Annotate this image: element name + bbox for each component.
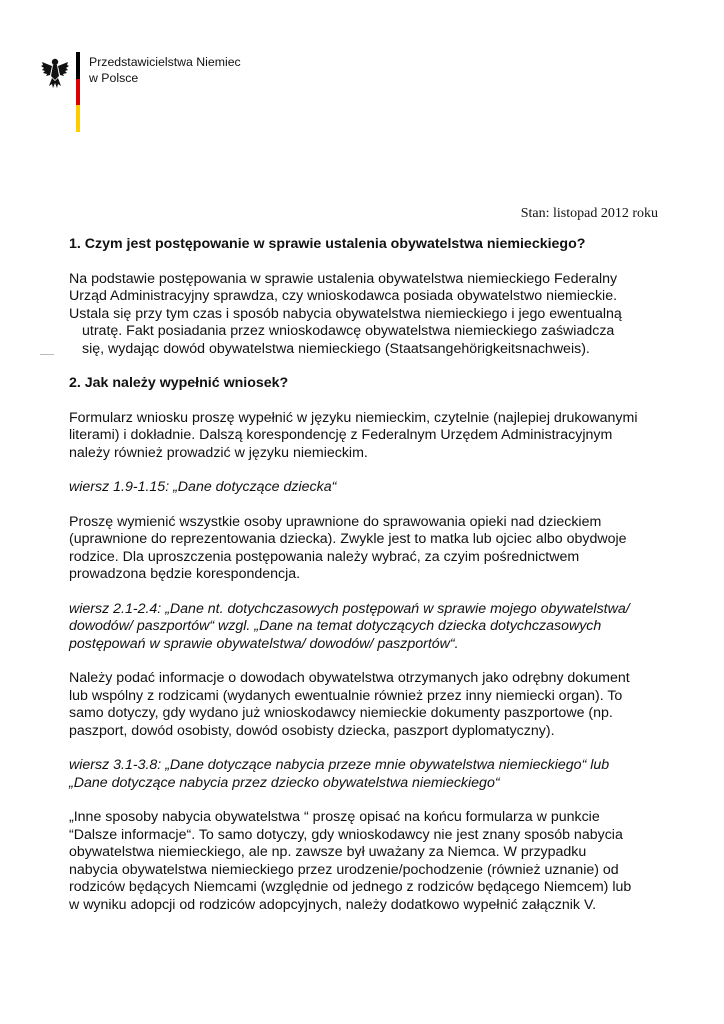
row-1-line: Proszę wymienić wszystkie osoby uprawnione do sprawowania opieki nad dzieckiem — [69, 513, 602, 530]
row-1-line: rodzice. Dla uproszczenia postępowania należy wybrać, za czyim pośrednictwem — [69, 548, 580, 565]
row-2-line: lub wspólny z rodzicami (wydanych ewentualnie również przez inny niemiecki organ). To — [69, 687, 623, 704]
row-3-label: „Dane dotyczące nabycia przez dziecko obywatelstwa niemieckiego“ — [69, 774, 500, 791]
row-3-line: obywatelstwa niemieckiego, ale np. zawsze był uważany za Niemca. W przypadku — [69, 844, 587, 860]
row-3-line: “Dalsze informacje“. To samo dotyczy, gdy wnioskodawcy nie jest znany sposób nabycia — [69, 826, 623, 843]
organization-name — [89, 55, 241, 86]
org-line-1: Przedstawicielstwa Niemiec — [89, 55, 241, 69]
row-2-label: postępowań w sprawie obywatelstwa/ dowodów/ paszportów“. — [69, 635, 459, 652]
row-3-line: nabycia obywatelstwa niemieckiego przez urodzenie/pochodzenie (również uznanie) od — [69, 861, 619, 878]
row-2-line: samo dotyczy, gdy wydano już wnioskodawcy niemieckie dokumenty paszportowe (np. — [69, 705, 613, 721]
margin-mark — [40, 354, 54, 355]
org-line-2: w Polsce — [89, 70, 139, 85]
section-2-line: Formularz wniosku proszę wypełnić w języku niemieckim, czytelnie (najlepiej drukowanymi — [69, 409, 638, 426]
section-1-line: Ustala się przy tym czas i sposób nabycia obywatelstwa niemieckiego i jego ewentualną — [69, 305, 622, 322]
row-2-line: Należy podać informacje o dowodach obywatelstwa otrzymanych jako odrębny dokument — [69, 670, 630, 686]
section-1-line: utratę. Fakt posiadania przez wnioskodawcę obywatelstwa niemieckiego zaświadcza — [82, 323, 615, 339]
flag-stripe-black — [76, 52, 80, 79]
section-2-line: literami) i dokładnie. Dalszą korespondencję z Federalnym Urzędem Administracyjnym — [69, 427, 613, 443]
document-body — [69, 236, 665, 914]
row-3-line: w wyniku adopcji od rodziców adopcyjnych, należy dodatkowo wypełnić załącznik V. — [69, 896, 597, 913]
section-1-heading: 1. Czym jest postępowanie w sprawie ustalenia obywatelstwa niemieckiego? — [69, 236, 586, 252]
row-1-line: (uprawnione do reprezentowania dziecka). Zwykle jest to matka lub ojciec albo obydwoje — [69, 531, 627, 547]
section-1-line: Na podstawie postępowania w sprawie ustalenia obywatelstwa niemieckiego Federalny — [69, 270, 618, 287]
document-date: Stan: listopad 2012 roku — [520, 206, 658, 221]
section-2-heading: 2. Jak należy wypełnić wniosek? — [69, 375, 289, 391]
section-1-line: Urząd Administracyjny sprawdza, czy wnioskodawca posiada obywatelstwo niemieckie. — [69, 288, 618, 304]
row-2-label: dowodów/ paszportów“ wzgl. „Dane na temat dotyczących dziecka dotychczasowych — [69, 618, 602, 634]
row-1-line: prowadzona będzie korespondencja. — [69, 566, 301, 582]
flag-stripe-red — [76, 79, 80, 106]
section-1-line: się, wydając dowód obywatelstwa niemieckiego (Staatsangehörigkeitsnachweis). — [82, 340, 590, 357]
row-2-line: paszport, dowód osobisty, dowód osobisty dziecka, paszport dyplomatyczny). — [69, 722, 555, 739]
section-2-line: należy również prowadzić w języku niemieckim. — [69, 444, 368, 461]
row-3-label: wiersz 3.1-3.8: „Dane dotyczące nabycia przeze mnie obywatelstwa niemieckiego“ lub — [69, 757, 610, 773]
row-3-line: rodziców będących Niemcami (względnie od jednego z rodziców będącego Niemcem) lub — [69, 879, 632, 895]
row-1-label: wiersz 1.9-1.15: „Dane dotyczące dziecka“ — [69, 479, 337, 495]
federal-eagle-icon — [40, 56, 70, 92]
german-flag-bar — [76, 52, 80, 132]
flag-stripe-gold — [76, 105, 80, 132]
row-3-line: „Inne sposoby nabycia obywatelstwa “ proszę opisać na końcu formularza w punkcie — [69, 809, 600, 825]
row-2-label: wiersz 2.1-2.4: „Dane nt. dotychczasowych postępowań w sprawie mojego obywatelstwa/ — [69, 600, 630, 617]
